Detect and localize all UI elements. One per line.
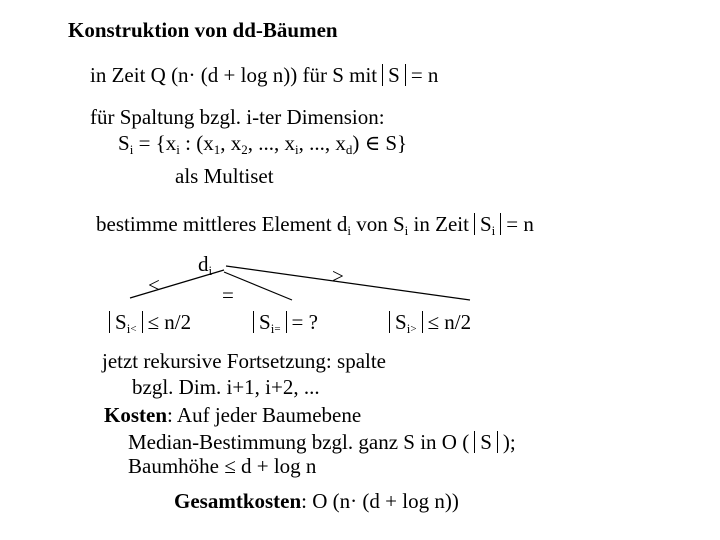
- costs-line: [104, 405, 361, 426]
- median-text: von S: [350, 212, 405, 236]
- edge-greater: [226, 266, 470, 300]
- def-text: ): [352, 131, 360, 155]
- total-costs-text: : O (n· (d + log n)): [301, 489, 459, 513]
- subscript-1: 1: [213, 142, 221, 157]
- equals-n: = n: [506, 212, 534, 236]
- edge-label-greater: >: [332, 264, 344, 288]
- subscript-greater: >: [410, 323, 417, 335]
- equals-n: = n: [410, 63, 439, 87]
- subscript-i: i: [404, 223, 409, 238]
- child-less: [104, 311, 191, 335]
- abs-bar: [142, 311, 143, 333]
- total-costs-label: Gesamtkosten: [174, 489, 302, 513]
- recursion-line-2: bzgl. Dim. i+1, i+2, ...: [132, 375, 320, 399]
- median-text: bestimme mittleres Element d: [96, 212, 348, 236]
- def-text: , ..., x: [247, 131, 295, 155]
- child-relation: ≤ n/2: [427, 310, 472, 334]
- total-costs-line: [174, 491, 459, 512]
- s-symbol: S: [480, 430, 492, 454]
- split-intro: für Spaltung bzgl. i-ter Dimension:: [90, 105, 385, 129]
- s-symbol: S: [115, 310, 127, 334]
- def-text: , ..., x: [298, 131, 346, 155]
- tree-root: [198, 254, 212, 277]
- subscript-i: i: [208, 263, 213, 278]
- abs-bar: [422, 311, 423, 333]
- child-equal: [248, 311, 318, 335]
- costs-text: : Auf jeder Baumebene: [167, 403, 362, 427]
- median-text: in Zeit: [408, 212, 469, 236]
- multiset-note: als Multiset: [175, 164, 274, 188]
- root-d: d: [198, 252, 209, 276]
- costs-label: Kosten: [104, 403, 167, 427]
- subscript-i: i: [126, 321, 131, 336]
- def-text: , x: [220, 131, 242, 155]
- element-of-symbol: ∈: [364, 131, 381, 155]
- child-greater: [384, 311, 471, 335]
- subscript-2: 2: [241, 142, 248, 157]
- abs-bar: [389, 311, 390, 333]
- abs-bar: [253, 311, 254, 333]
- median-cost-text: );: [502, 430, 516, 454]
- s-symbol: S: [118, 131, 130, 155]
- time-complexity-text: in Zeit Q (n· (d + log n)) für S mit: [90, 63, 378, 87]
- edge-label-equal: =: [222, 283, 234, 307]
- abs-bar: [497, 431, 498, 453]
- subscript-i: i: [406, 321, 411, 336]
- s-symbol: S: [479, 212, 492, 236]
- s-symbol: S: [259, 310, 271, 334]
- child-relation: = ?: [291, 310, 318, 334]
- recursion-line-1: jetzt rekursive Fortsetzung: spalte: [102, 349, 387, 373]
- median-cost-line: [128, 431, 516, 453]
- subscript-d: d: [345, 142, 353, 157]
- slide-title: Konstruktion von dd-Bäumen: [68, 18, 338, 42]
- edge-label-less: <: [148, 273, 160, 297]
- abs-bar: [474, 431, 475, 453]
- tree-height: Baumhöhe ≤ d + log n: [128, 454, 317, 478]
- abs-bar: [109, 311, 110, 333]
- def-text: S}: [380, 131, 408, 155]
- def-text: : (x: [179, 131, 214, 155]
- set-s: S: [388, 63, 400, 87]
- subscript-i: i: [491, 223, 496, 238]
- subscript-i: i: [347, 223, 351, 238]
- subscript-i: i: [176, 142, 180, 157]
- edge-equal: [224, 272, 292, 300]
- s-symbol: S: [395, 310, 407, 334]
- abs-bar: [286, 311, 287, 333]
- def-text: = {x: [133, 131, 177, 155]
- subscript-i: i: [129, 142, 134, 157]
- subscript-less: <: [130, 323, 137, 335]
- median-cost-text: Median-Bestimmung bzgl. ganz S in O (: [128, 430, 470, 454]
- child-relation: ≤ n/2: [147, 310, 192, 334]
- subscript-equal: =: [274, 323, 281, 335]
- subscript-i: i: [270, 321, 275, 336]
- subscript-i: i: [294, 142, 299, 157]
